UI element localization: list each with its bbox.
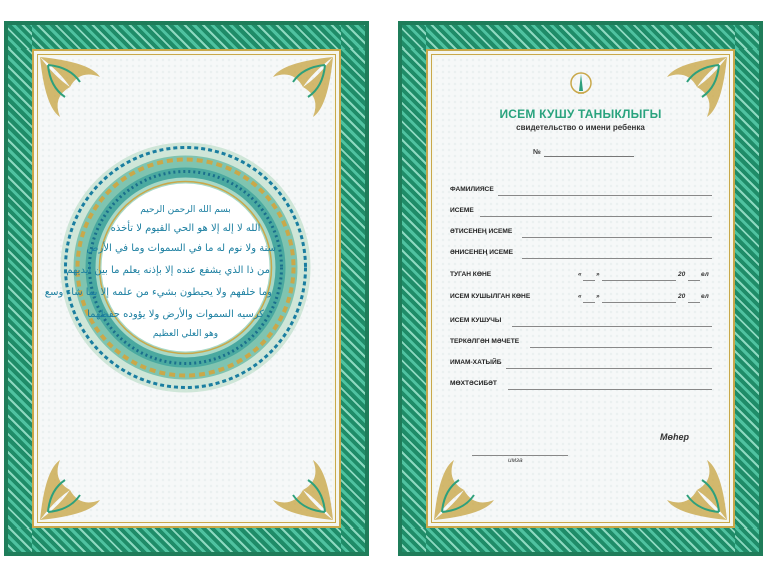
year-prefix: 20	[678, 271, 686, 278]
field-name[interactable]	[450, 207, 712, 219]
year-suffix: ел	[701, 293, 709, 300]
arabic-line: كرسيه السموات والأرض ولا يؤوده حفظهما	[87, 309, 264, 320]
signature-line[interactable]	[472, 455, 568, 456]
field-birth-date[interactable]	[450, 271, 712, 283]
arabic-line: بسم الله الرحمن الرحيم	[140, 205, 231, 215]
field-label: ТЕРКӘЛГӘН МӘЧЕТЕ	[450, 338, 520, 345]
corner-ornament-bottom-left	[434, 450, 504, 520]
month-line	[602, 302, 676, 303]
field-line	[480, 216, 712, 217]
certificate-subtitle: свидетельство о имени ребенка	[516, 123, 645, 132]
corner-ornament-bottom-left	[40, 450, 110, 520]
right-page	[398, 21, 763, 556]
date-open-quote: «	[578, 293, 582, 300]
field-label: ӘТИСЕНЕҢ ИСЕМЕ	[450, 228, 513, 235]
year-prefix: 20	[678, 293, 686, 300]
mosque-logo-icon	[570, 71, 592, 97]
field-muhtasibat[interactable]	[450, 380, 712, 392]
calligraphy-medallion	[44, 141, 312, 394]
field-label: ТУГАН КӨНЕ	[450, 271, 492, 278]
corner-ornament-top-right	[263, 57, 333, 127]
month-line	[602, 280, 676, 281]
date-close-quote: »	[596, 293, 600, 300]
arabic-line: وما خلفهم ولا يحيطون بشيء من علمه إلا بما شاء وسع	[44, 287, 272, 298]
arabic-line: وهو العلي العظيم	[152, 329, 219, 339]
field-line	[498, 195, 712, 196]
corner-ornament-bottom-right	[263, 450, 333, 520]
field-label: ИСЕМ КУШЫЛГАН КӨНЕ	[450, 293, 531, 300]
arabic-line: من ذا الذي يشفع عنده إلا بإذنه يعلم ما بين أيديهم	[66, 265, 270, 276]
field-line	[522, 258, 712, 259]
year-suffix: ел	[701, 271, 709, 278]
signature-label: имза	[508, 457, 523, 464]
field-label: ИСЕМ КУШУЧЫ	[450, 317, 502, 324]
field-imam-khatib[interactable]	[450, 359, 712, 371]
day-line	[583, 280, 595, 281]
certificate-title: ИСЕМ КУШУ ТАНЫКЛЫГЫ	[499, 107, 662, 121]
year-line	[688, 302, 700, 303]
field-mother-name[interactable]	[450, 249, 712, 261]
number-field[interactable]	[544, 156, 634, 157]
corner-ornament-bottom-right	[657, 450, 727, 520]
field-surname[interactable]	[450, 186, 712, 198]
field-naming-date[interactable]	[450, 293, 712, 305]
arabic-line: الله لا إله إلا هو الحي القيوم لا تأخذه	[110, 223, 261, 234]
field-label: МӨХТӘСИБӘТ	[450, 380, 497, 387]
field-line	[508, 389, 712, 390]
seal-label: Мөһер	[660, 432, 689, 442]
field-label: ИМАМ-ХАТЫЙБ	[450, 359, 502, 366]
field-line	[512, 326, 712, 327]
field-line	[506, 368, 712, 369]
date-open-quote: «	[578, 271, 582, 278]
arabic-line: سنة ولا نوم له ما في السموات وما في الأرض	[86, 243, 276, 254]
field-line	[530, 347, 712, 348]
year-line	[688, 280, 700, 281]
corner-ornament-top-left	[40, 57, 110, 127]
field-label: ӘНИСЕНЕҢ ИСЕМЕ	[450, 249, 513, 256]
date-close-quote: »	[596, 271, 600, 278]
field-label: ИСЕМЕ	[450, 207, 474, 214]
field-registered-mosque[interactable]	[450, 338, 712, 350]
field-father-name[interactable]	[450, 228, 712, 240]
field-namer[interactable]	[450, 317, 712, 329]
field-line	[522, 237, 712, 238]
field-label: ФАМИЛИЯСЕ	[450, 186, 494, 193]
number-label: №	[533, 149, 541, 156]
left-page	[4, 21, 369, 556]
day-line	[583, 302, 595, 303]
